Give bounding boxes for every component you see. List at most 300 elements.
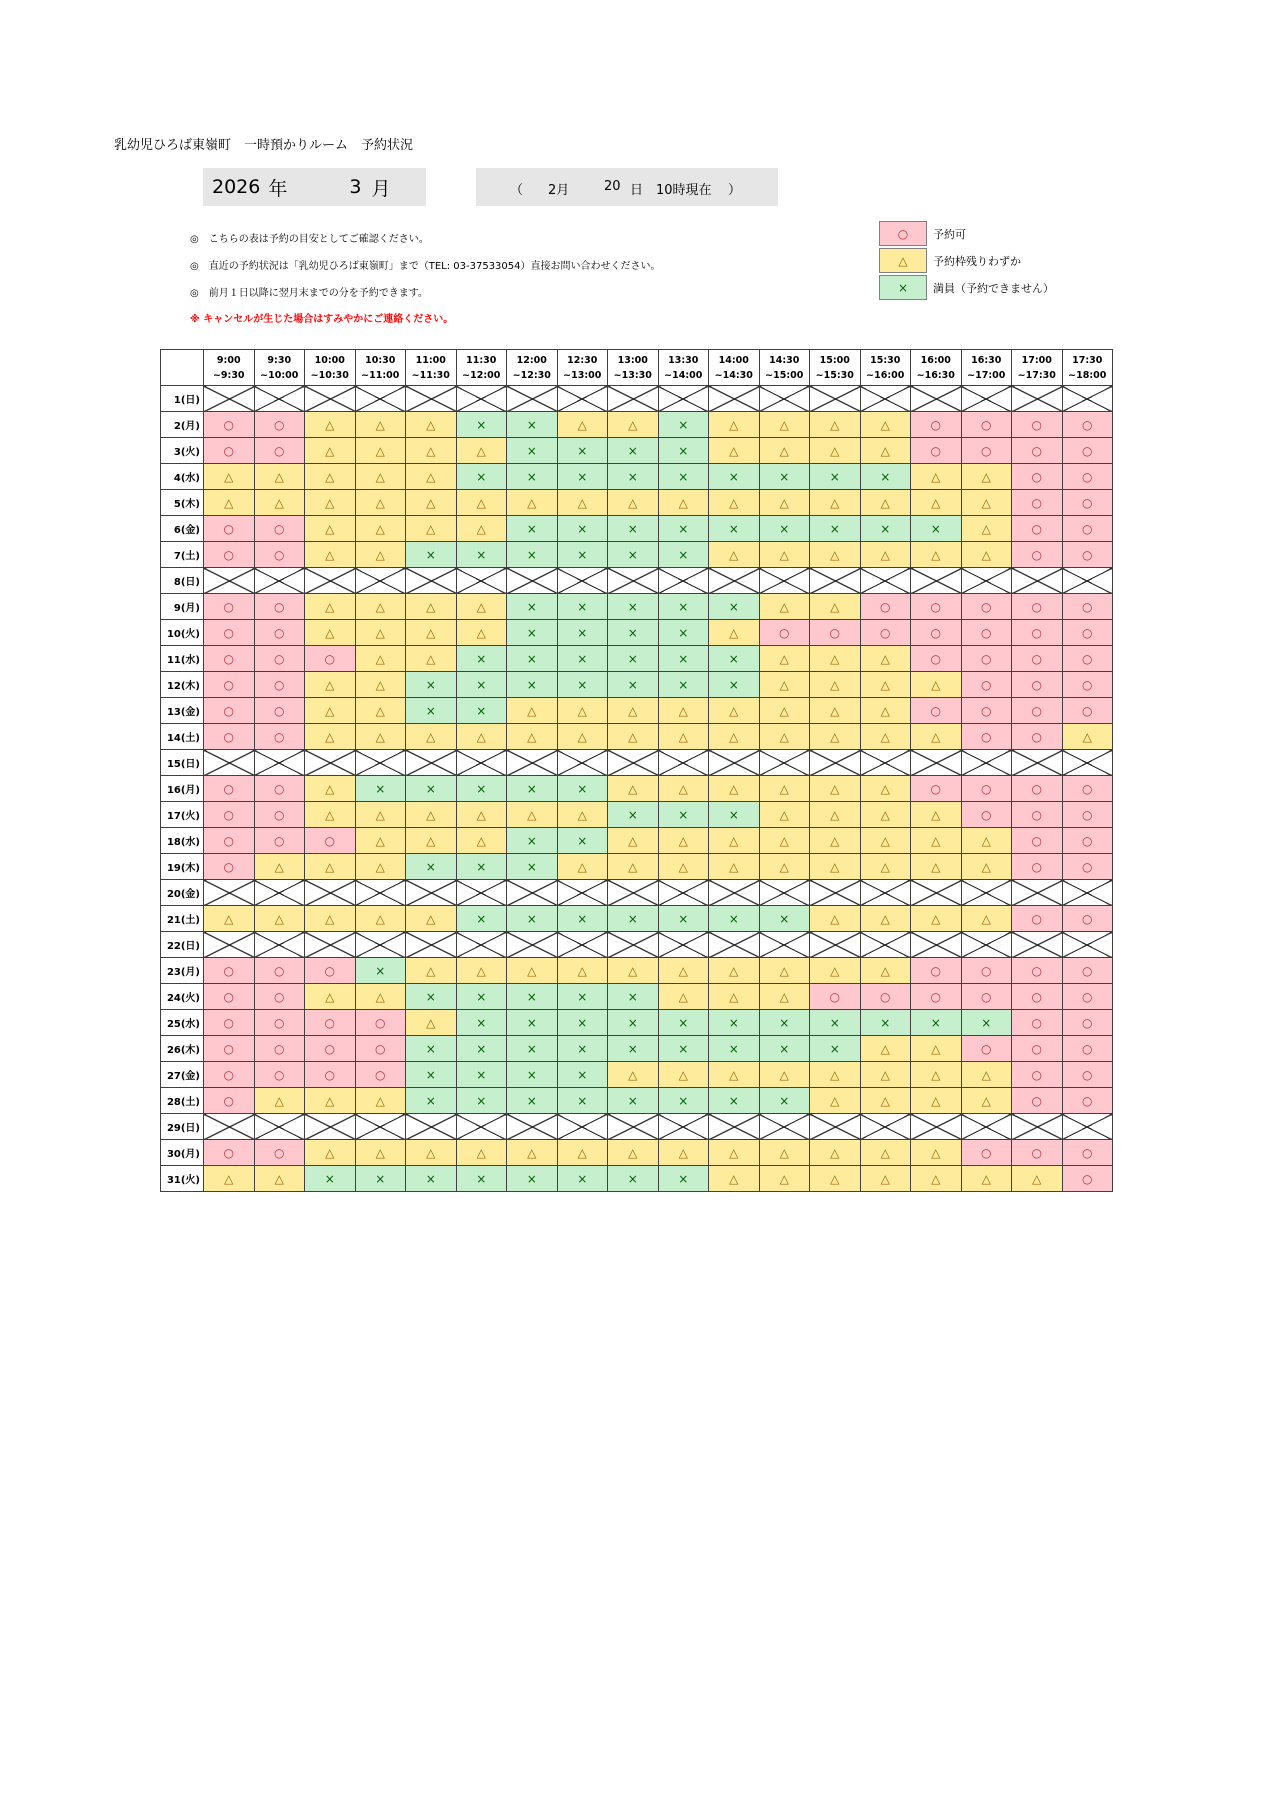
slot-few-left: △ <box>456 490 507 516</box>
as-of-day-label: 日 <box>630 183 644 198</box>
closed-cell <box>355 750 406 776</box>
slot-few-left: △ <box>911 1062 962 1088</box>
slot-full: × <box>406 1036 457 1062</box>
slot-full: × <box>507 412 558 438</box>
slot-available: ○ <box>305 1036 356 1062</box>
month-label: 月 <box>371 177 391 200</box>
slot-few-left: △ <box>1062 724 1113 750</box>
closed-cell <box>406 1114 457 1140</box>
slot-few-left: △ <box>557 802 608 828</box>
slot-full: × <box>507 594 558 620</box>
closed-cell <box>608 880 659 906</box>
legend-label-available: 予約可 <box>933 227 966 241</box>
slot-few-left: △ <box>810 672 861 698</box>
slot-full: × <box>557 1036 608 1062</box>
slot-available: ○ <box>204 1010 255 1036</box>
slot-few-left: △ <box>911 1036 962 1062</box>
day-label: 22(日) <box>161 932 204 958</box>
slot-available: ○ <box>860 620 911 646</box>
closed-cell <box>961 932 1012 958</box>
slot-few-left: △ <box>759 698 810 724</box>
slot-few-left: △ <box>305 594 356 620</box>
time-slot-header <box>860 350 911 386</box>
day-label: 2(月) <box>161 412 204 438</box>
slot-available: ○ <box>305 1062 356 1088</box>
day-label: 26(木) <box>161 1036 204 1062</box>
slot-few-left: △ <box>810 438 861 464</box>
day-label: 24(火) <box>161 984 204 1010</box>
time-slot-start: 11:30 <box>466 354 497 366</box>
time-slot-end: ~15:00 <box>765 369 804 381</box>
slot-few-left: △ <box>911 854 962 880</box>
slot-few-left: △ <box>759 958 810 984</box>
slot-available: ○ <box>204 646 255 672</box>
legend-swatch-available: ○ <box>879 221 927 246</box>
slot-full: × <box>759 1088 810 1114</box>
slot-few-left: △ <box>810 594 861 620</box>
time-slot-end: ~14:00 <box>664 369 703 381</box>
time-slot-end: ~16:30 <box>916 369 955 381</box>
slot-full: × <box>658 1166 709 1192</box>
time-slot-start: 17:30 <box>1072 354 1103 366</box>
slot-few-left: △ <box>759 672 810 698</box>
slot-available: ○ <box>1062 828 1113 854</box>
table-row <box>161 672 1113 698</box>
page-title: 乳幼児ひろば東嶺町 一時預かりルーム 予約状況 <box>114 138 414 153</box>
slot-available: ○ <box>1012 516 1063 542</box>
slot-available: ○ <box>204 958 255 984</box>
slot-full: × <box>456 1088 507 1114</box>
as-of-time: 10時現在 <box>656 183 712 198</box>
slot-few-left: △ <box>305 984 356 1010</box>
slot-full: × <box>810 464 861 490</box>
slot-full: × <box>507 516 558 542</box>
slot-full: × <box>608 1166 659 1192</box>
slot-few-left: △ <box>860 724 911 750</box>
closed-cell <box>1062 1114 1113 1140</box>
time-slot-end: ~11:00 <box>361 369 400 381</box>
closed-cell <box>355 1114 406 1140</box>
table-row <box>161 516 1113 542</box>
slot-full: × <box>658 646 709 672</box>
slot-available: ○ <box>961 802 1012 828</box>
slot-available: ○ <box>254 1062 305 1088</box>
slot-full: × <box>507 1036 558 1062</box>
slot-few-left: △ <box>406 438 457 464</box>
slot-full: × <box>406 1062 457 1088</box>
closed-cell <box>911 880 962 906</box>
slot-available: ○ <box>204 438 255 464</box>
table-row <box>161 542 1113 568</box>
time-slot-end: ~12:30 <box>512 369 551 381</box>
slot-full: × <box>557 594 608 620</box>
closed-cell <box>961 568 1012 594</box>
slot-few-left: △ <box>608 776 659 802</box>
table-row <box>161 1114 1113 1140</box>
time-slot-start: 17:00 <box>1021 354 1052 366</box>
slot-few-left: △ <box>759 828 810 854</box>
slot-few-left: △ <box>456 828 507 854</box>
time-slot-header <box>709 350 760 386</box>
slot-few-left: △ <box>557 490 608 516</box>
slot-few-left: △ <box>709 412 760 438</box>
slot-full: × <box>860 464 911 490</box>
slot-available: ○ <box>911 776 962 802</box>
slot-few-left: △ <box>860 1166 911 1192</box>
slot-full: × <box>507 542 558 568</box>
slot-few-left: △ <box>204 464 255 490</box>
slot-available: ○ <box>911 646 962 672</box>
slot-available: ○ <box>204 724 255 750</box>
closed-cell <box>204 386 255 412</box>
day-label: 16(月) <box>161 776 204 802</box>
slot-full: × <box>406 1088 457 1114</box>
closed-cell <box>557 386 608 412</box>
slot-available: ○ <box>961 776 1012 802</box>
slot-available: ○ <box>911 620 962 646</box>
closed-cell <box>305 1114 356 1140</box>
as-of-box <box>476 168 778 206</box>
slot-few-left: △ <box>608 1062 659 1088</box>
slot-full: × <box>507 1010 558 1036</box>
slot-full: × <box>507 854 558 880</box>
slot-available: ○ <box>1062 412 1113 438</box>
slot-few-left: △ <box>658 854 709 880</box>
table-row <box>161 1010 1113 1036</box>
closed-cell <box>608 750 659 776</box>
slot-available: ○ <box>1062 620 1113 646</box>
time-slot-header <box>1062 350 1113 386</box>
slot-full: × <box>608 1036 659 1062</box>
slot-few-left: △ <box>759 1140 810 1166</box>
slot-few-left: △ <box>254 906 305 932</box>
slot-full: × <box>709 802 760 828</box>
slot-full: × <box>406 672 457 698</box>
slot-full: × <box>456 1036 507 1062</box>
day-label: 17(火) <box>161 802 204 828</box>
slot-full: × <box>658 1088 709 1114</box>
table-row <box>161 1166 1113 1192</box>
slot-full: × <box>709 1036 760 1062</box>
slot-few-left: △ <box>305 698 356 724</box>
closed-cell <box>456 386 507 412</box>
slot-full: × <box>961 1010 1012 1036</box>
slot-few-left: △ <box>254 854 305 880</box>
slot-few-left: △ <box>456 802 507 828</box>
slot-full: × <box>406 854 457 880</box>
slot-full: × <box>658 620 709 646</box>
slot-full: × <box>658 672 709 698</box>
time-slot-end: ~13:30 <box>613 369 652 381</box>
slot-available: ○ <box>1012 776 1063 802</box>
time-slot-end: ~15:30 <box>815 369 854 381</box>
closed-cell <box>406 568 457 594</box>
day-label: 18(水) <box>161 828 204 854</box>
legend-swatch-full: × <box>879 275 927 300</box>
time-slot-end: ~13:00 <box>563 369 602 381</box>
slot-full: × <box>557 672 608 698</box>
slot-full: × <box>557 828 608 854</box>
slot-full: × <box>658 906 709 932</box>
slot-available: ○ <box>1062 438 1113 464</box>
slot-few-left: △ <box>305 542 356 568</box>
slot-few-left: △ <box>759 724 810 750</box>
slot-few-left: △ <box>810 1140 861 1166</box>
slot-available: ○ <box>204 516 255 542</box>
slot-available: ○ <box>1012 1062 1063 1088</box>
year-label: 年 <box>268 177 288 200</box>
time-slot-start: 14:00 <box>718 354 749 366</box>
closed-cell <box>1012 386 1063 412</box>
closed-cell <box>810 932 861 958</box>
closed-cell <box>810 750 861 776</box>
time-slot-start: 10:00 <box>314 354 345 366</box>
slot-full: × <box>810 1036 861 1062</box>
slot-few-left: △ <box>658 1062 709 1088</box>
slot-available: ○ <box>961 412 1012 438</box>
slot-available: ○ <box>254 516 305 542</box>
slot-few-left: △ <box>355 490 406 516</box>
day-label: 11(水) <box>161 646 204 672</box>
slot-available: ○ <box>1062 1062 1113 1088</box>
closed-cell <box>355 880 406 906</box>
slot-few-left: △ <box>658 698 709 724</box>
slot-available: ○ <box>1012 646 1063 672</box>
slot-few-left: △ <box>709 698 760 724</box>
slot-few-left: △ <box>355 854 406 880</box>
slot-few-left: △ <box>355 828 406 854</box>
slot-few-left: △ <box>355 724 406 750</box>
slot-few-left: △ <box>204 1166 255 1192</box>
slot-few-left: △ <box>305 802 356 828</box>
slot-available: ○ <box>254 542 305 568</box>
slot-available: ○ <box>1062 776 1113 802</box>
closed-cell <box>305 932 356 958</box>
slot-full: × <box>658 516 709 542</box>
slot-full: × <box>608 1010 659 1036</box>
slot-few-left: △ <box>406 412 457 438</box>
slot-available: ○ <box>810 620 861 646</box>
day-label: 30(月) <box>161 1140 204 1166</box>
slot-full: × <box>456 646 507 672</box>
slot-available: ○ <box>860 984 911 1010</box>
slot-available: ○ <box>961 620 1012 646</box>
slot-few-left: △ <box>254 1166 305 1192</box>
day-label: 21(土) <box>161 906 204 932</box>
slot-available: ○ <box>355 1062 406 1088</box>
slot-available: ○ <box>1062 1010 1113 1036</box>
slot-few-left: △ <box>911 542 962 568</box>
table-row <box>161 620 1113 646</box>
slot-full: × <box>658 1010 709 1036</box>
slot-available: ○ <box>1062 984 1113 1010</box>
time-slot-header <box>355 350 406 386</box>
table-row <box>161 984 1113 1010</box>
closed-cell <box>557 1114 608 1140</box>
slot-full: × <box>557 464 608 490</box>
closed-cell <box>1062 568 1113 594</box>
slot-available: ○ <box>204 776 255 802</box>
closed-cell <box>355 386 406 412</box>
closed-cell <box>709 386 760 412</box>
slot-few-left: △ <box>658 490 709 516</box>
slot-available: ○ <box>1062 1140 1113 1166</box>
closed-cell <box>557 750 608 776</box>
slot-full: × <box>709 672 760 698</box>
slot-few-left: △ <box>456 1140 507 1166</box>
slot-full: × <box>658 802 709 828</box>
slot-few-left: △ <box>557 698 608 724</box>
day-label: 15(日) <box>161 750 204 776</box>
closed-cell <box>1062 880 1113 906</box>
table-row <box>161 594 1113 620</box>
closed-cell <box>608 568 659 594</box>
slot-full: × <box>608 906 659 932</box>
slot-full: × <box>557 776 608 802</box>
time-slot-end: ~9:30 <box>212 369 245 381</box>
slot-few-left: △ <box>305 724 356 750</box>
slot-available: ○ <box>860 594 911 620</box>
closed-cell <box>658 568 709 594</box>
closed-cell <box>1062 932 1113 958</box>
slot-full: × <box>608 1088 659 1114</box>
slot-available: ○ <box>911 958 962 984</box>
slot-few-left: △ <box>305 854 356 880</box>
slot-few-left: △ <box>860 542 911 568</box>
time-slot-end: ~10:30 <box>310 369 349 381</box>
slot-few-left: △ <box>709 620 760 646</box>
slot-few-left: △ <box>709 984 760 1010</box>
slot-few-left: △ <box>911 1088 962 1114</box>
slot-available: ○ <box>1062 1088 1113 1114</box>
closed-cell <box>355 568 406 594</box>
slot-available: ○ <box>254 438 305 464</box>
as-of-day: 20 <box>604 179 621 194</box>
slot-full: × <box>557 438 608 464</box>
closed-cell <box>810 880 861 906</box>
slot-few-left: △ <box>658 984 709 1010</box>
slot-few-left: △ <box>961 828 1012 854</box>
closed-cell <box>254 932 305 958</box>
slot-few-left: △ <box>810 958 861 984</box>
time-slot-start: 13:00 <box>617 354 648 366</box>
slot-full: × <box>507 984 558 1010</box>
slot-few-left: △ <box>810 724 861 750</box>
day-label: 4(水) <box>161 464 204 490</box>
slot-few-left: △ <box>860 672 911 698</box>
closed-cell <box>456 880 507 906</box>
slot-few-left: △ <box>961 464 1012 490</box>
slot-few-left: △ <box>608 828 659 854</box>
month-value: 3 <box>349 176 362 198</box>
slot-few-left: △ <box>810 490 861 516</box>
slot-few-left: △ <box>254 1088 305 1114</box>
day-label: 13(金) <box>161 698 204 724</box>
closed-cell <box>204 568 255 594</box>
time-slot-header <box>1012 350 1063 386</box>
slot-available: ○ <box>305 828 356 854</box>
slot-available: ○ <box>254 698 305 724</box>
slot-full: × <box>507 776 558 802</box>
slot-few-left: △ <box>759 490 810 516</box>
slot-available: ○ <box>911 698 962 724</box>
closed-cell <box>507 568 558 594</box>
slot-few-left: △ <box>406 646 457 672</box>
slot-full: × <box>608 984 659 1010</box>
slot-available: ○ <box>204 1062 255 1088</box>
slot-few-left: △ <box>355 464 406 490</box>
slot-available: ○ <box>961 724 1012 750</box>
day-label: 12(木) <box>161 672 204 698</box>
closed-cell <box>911 750 962 776</box>
slot-full: × <box>709 516 760 542</box>
slot-full: × <box>658 1036 709 1062</box>
slot-few-left: △ <box>810 412 861 438</box>
time-slot-start: 9:00 <box>216 354 241 366</box>
closed-cell <box>204 932 255 958</box>
slot-few-left: △ <box>961 490 1012 516</box>
slot-available: ○ <box>961 958 1012 984</box>
slot-few-left: △ <box>911 672 962 698</box>
slot-full: × <box>557 1010 608 1036</box>
slot-full: × <box>456 854 507 880</box>
slot-full: × <box>456 1010 507 1036</box>
slot-few-left: △ <box>759 1062 810 1088</box>
closed-cell <box>911 386 962 412</box>
slot-few-left: △ <box>507 1140 558 1166</box>
slot-few-left: △ <box>406 1140 457 1166</box>
corner-cell <box>161 350 204 386</box>
slot-few-left: △ <box>709 958 760 984</box>
slot-available: ○ <box>961 672 1012 698</box>
time-slot-end: ~17:00 <box>967 369 1006 381</box>
slot-full: × <box>608 646 659 672</box>
slot-few-left: △ <box>911 724 962 750</box>
slot-available: ○ <box>961 1140 1012 1166</box>
slot-few-left: △ <box>911 802 962 828</box>
slot-few-left: △ <box>608 490 659 516</box>
closed-cell <box>507 386 558 412</box>
closed-cell <box>911 1114 962 1140</box>
slot-full: × <box>759 464 810 490</box>
slot-full: × <box>860 516 911 542</box>
slot-few-left: △ <box>557 854 608 880</box>
slot-few-left: △ <box>507 958 558 984</box>
slot-available: ○ <box>961 698 1012 724</box>
slot-few-left: △ <box>709 490 760 516</box>
table-row <box>161 412 1113 438</box>
slot-available: ○ <box>810 984 861 1010</box>
slot-available: ○ <box>254 1010 305 1036</box>
time-slot-end: ~17:30 <box>1017 369 1056 381</box>
cancel-note: ※ キャンセルが生じた場合はすみやかにご連絡ください。 <box>190 314 454 325</box>
closed-cell <box>759 880 810 906</box>
slot-few-left: △ <box>961 1088 1012 1114</box>
legend <box>879 220 1054 301</box>
slot-few-left: △ <box>709 828 760 854</box>
closed-cell <box>254 386 305 412</box>
closed-cell <box>204 750 255 776</box>
closed-cell <box>204 1114 255 1140</box>
slot-available: ○ <box>204 1088 255 1114</box>
time-slot-header <box>456 350 507 386</box>
closed-cell <box>709 568 760 594</box>
slot-full: × <box>305 1166 356 1192</box>
day-label: 8(日) <box>161 568 204 594</box>
slot-few-left: △ <box>810 828 861 854</box>
slot-few-left: △ <box>305 620 356 646</box>
closed-cell <box>1012 932 1063 958</box>
